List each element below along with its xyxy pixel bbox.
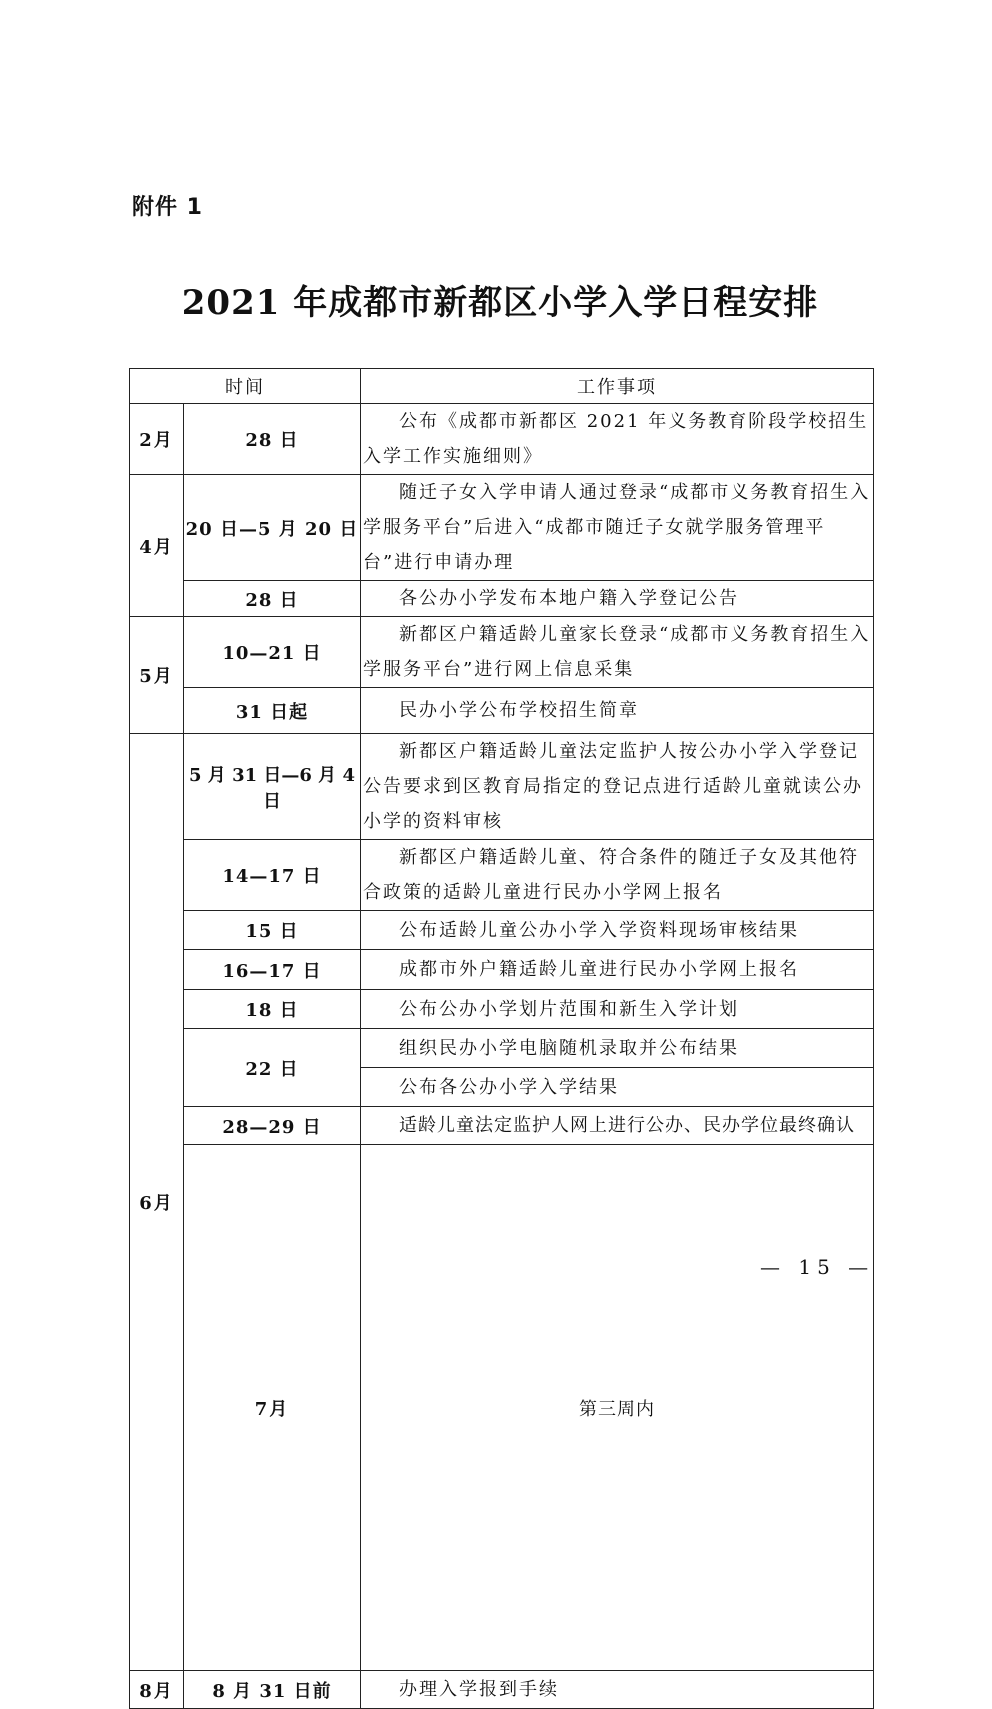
task-text: 各公办小学发布本地户籍入学登记公告 xyxy=(399,588,739,609)
task-cell xyxy=(361,1029,874,1068)
task-cell xyxy=(361,1068,874,1107)
attachment-label: 附件 1 xyxy=(132,195,203,220)
task-cell xyxy=(361,404,874,475)
task-cell xyxy=(361,1671,874,1709)
date-cell xyxy=(184,581,361,617)
table-row xyxy=(130,734,874,840)
task-text: 新都区户籍适龄儿童、符合条件的随迁子女及其他符合政策的适龄儿童进行民办小学网上报名 xyxy=(363,847,859,903)
task-cell xyxy=(361,617,874,688)
task-cell xyxy=(361,840,874,911)
task-cell xyxy=(361,990,874,1029)
date-label: 20 日—5 月 20 日 xyxy=(185,518,359,540)
month-cell xyxy=(130,1671,184,1709)
table-row xyxy=(130,990,874,1029)
schedule-table xyxy=(129,368,874,1709)
header-task: 工作事项 xyxy=(361,369,874,404)
task-text: 办理入学报到手续 xyxy=(399,1679,559,1700)
table-row xyxy=(130,840,874,911)
date-cell xyxy=(184,1107,361,1145)
date-label: 31 日起 xyxy=(235,701,309,723)
table-row xyxy=(130,404,874,475)
task-text: 新都区户籍适龄儿童家长登录“成都市义务教育招生入学服务平台”进行网上信息采集 xyxy=(363,624,871,680)
task-text: 新都区户籍适龄儿童法定监护人按公办小学入学登记公告要求到区教育局指定的登记点进行适龄儿童就读公办小学的资料审核 xyxy=(363,741,863,832)
month-cell xyxy=(130,734,184,1671)
date-cell xyxy=(184,404,361,475)
date-cell xyxy=(184,734,361,840)
date-label: 28—29 日 xyxy=(222,1116,322,1138)
table-row xyxy=(130,1107,874,1145)
header-time: 时间 xyxy=(130,369,361,404)
date-label: 28 日 xyxy=(245,589,299,611)
month-label: 8月 xyxy=(139,1680,174,1702)
table-row xyxy=(130,1145,874,1671)
month-cell xyxy=(130,404,184,475)
date-label: 18 日 xyxy=(245,1000,299,1021)
table-header-row xyxy=(130,369,874,404)
table-row xyxy=(130,911,874,950)
date-cell xyxy=(184,688,361,734)
date-cell xyxy=(184,1671,361,1709)
page-title: 2021 年成都市新都区小学入学日程安排 xyxy=(181,283,819,323)
month-label: 5月 xyxy=(139,666,174,687)
table-row xyxy=(130,581,874,617)
date-cell xyxy=(184,911,361,950)
month-cell xyxy=(184,1145,361,1671)
month-label: 7月 xyxy=(254,1398,290,1420)
date-cell xyxy=(184,840,361,911)
month-label: 4月 xyxy=(139,536,174,558)
task-text: 成都市外户籍适龄儿童进行民办小学网上报名 xyxy=(399,959,799,980)
table-row xyxy=(130,688,874,734)
task-text: 公布各公办小学入学结果 xyxy=(399,1076,619,1098)
date-label: 5 月 31 日—6 月 4 日 xyxy=(189,764,355,812)
task-cell xyxy=(361,911,874,950)
task-text: 公布《成都市新都区 2021 年义务教育阶段学校招生入学工作实施细则》 xyxy=(363,411,869,467)
month-cell xyxy=(130,617,184,734)
task-text: 公布公办小学划片范围和新生入学计划 xyxy=(399,998,739,1020)
task-cell xyxy=(361,688,874,734)
task-cell xyxy=(361,581,874,617)
table-row xyxy=(130,475,874,581)
date-cell xyxy=(184,475,361,581)
task-text: 公布适龄儿童公办小学入学资料现场审核结果 xyxy=(399,919,799,941)
date-label: 14—17 日 xyxy=(222,866,322,887)
page-number: — 15 — xyxy=(760,1255,875,1279)
date-cell xyxy=(184,1029,361,1107)
date-cell xyxy=(184,617,361,688)
date-label: 22 日 xyxy=(245,1058,299,1080)
date-label: 28 日 xyxy=(245,430,299,451)
task-cell xyxy=(361,1107,874,1145)
task-text: 民办小学公布学校招生简章 xyxy=(399,700,639,721)
task-text: 适龄儿童法定监护人网上进行公办、民办学位最终确认 xyxy=(399,1115,855,1136)
date-cell xyxy=(184,990,361,1029)
task-cell xyxy=(361,950,874,990)
table-row xyxy=(130,1671,874,1709)
table-row xyxy=(130,950,874,990)
date-label: 8 月 31 日前 xyxy=(212,1680,332,1702)
table-row xyxy=(130,1029,874,1068)
date-label: 10—21 日 xyxy=(222,643,322,664)
date-label: 16—17 日 xyxy=(222,960,322,982)
task-cell xyxy=(361,475,874,581)
date-cell xyxy=(184,950,361,990)
table-row xyxy=(130,617,874,688)
month-cell xyxy=(130,475,184,617)
date-cell xyxy=(361,1145,874,1671)
month-label: 6月 xyxy=(139,1193,174,1214)
date-label: 第三周内 xyxy=(579,1398,655,1420)
date-label: 15 日 xyxy=(245,921,299,942)
task-text: 随迁子女入学申请人通过登录“成都市义务教育招生入学服务平台”后进入“成都市随迁子女就学服务管理平台”进行申请办理 xyxy=(363,482,871,573)
month-label: 2月 xyxy=(139,430,174,451)
task-cell xyxy=(361,734,874,840)
task-text: 组织民办小学电脑随机录取并公布结果 xyxy=(399,1037,739,1059)
